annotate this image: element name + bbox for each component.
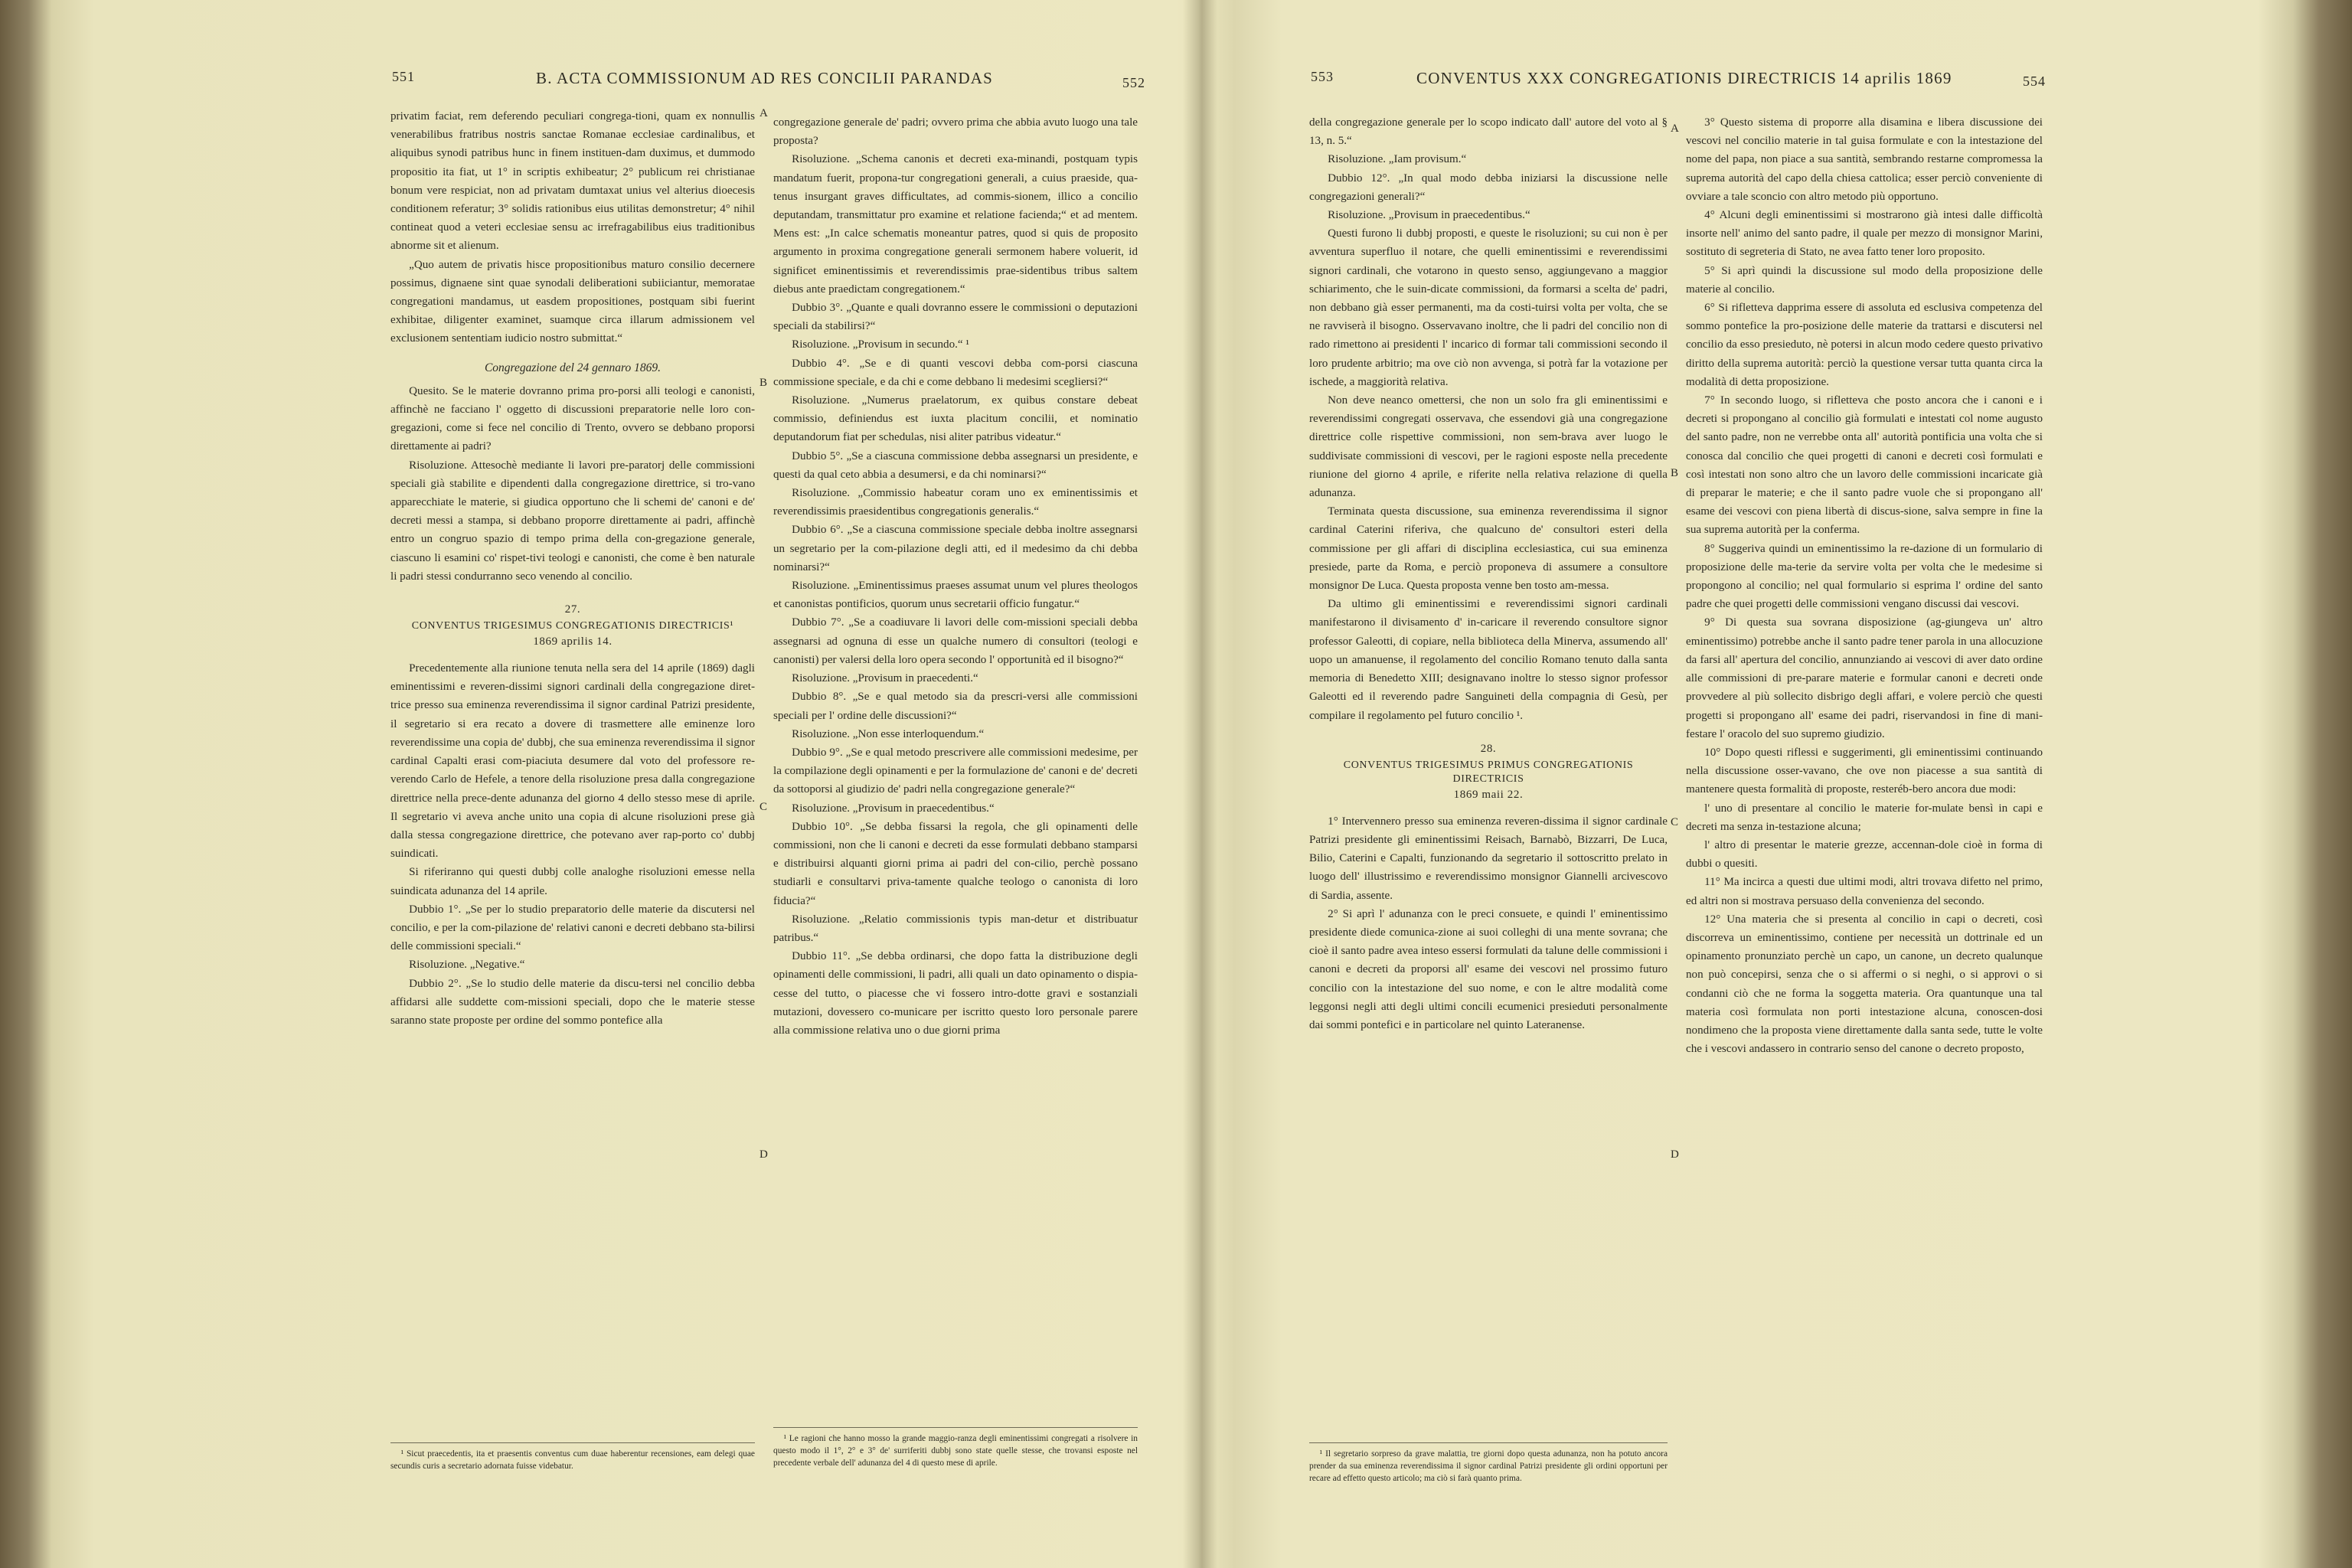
section-title: CONVENTUS TRIGESIMUS CONGREGATIONIS DIRECTRICIS¹ — [411, 620, 734, 632]
paragraph: 9° Di questa sua sovrana disposizione (ag-giungeva un' altro eminentissimo) potrebbe anche il santo padre tener parola in una allocuzione da farsi all' apertura del concilio, annunziando ai vescovi di aver dato ordine alle commissioni di pre-parare materie e formular canoni e decreti onde provvedere al più sollecito disbrigo degli affari, e volere perciò che questi progetti si propongano all' esame dei padri, riservandosi in fine di mani-festare l' oracolo del suo supremo giudizio. — [1686, 616, 2043, 740]
paragraph: Risoluzione. „Schema canonis et decreti exa-minandi, postquam typis mandatum fuerit, propona-tur congregationi generali, a cuius praeside, qua-tenus insurgant graves difficultates, ad commis-sionem, illico a concilio deputandam, transmittatur pro examine et relatione facienda;“ et ad mentem. Mens est: „In calce schematis moneantur patres, quod si quis de proposito argumento in proxima congregatione generali sermonem habere voluerit, id significet eminentissimis et reverendissimis prae-sidentibus tribus saltem diebus ante praedictam congregationem.“ — [773, 153, 1138, 296]
paragraph: l' uno di presentare al concilio le materie for-mulate bensì in capi e decreti ma senza in-testazione alcuna; — [1686, 802, 2043, 833]
margin-letter-d: D — [760, 1148, 768, 1161]
paragraph: Dubbio 12°. „In qual modo debba iniziarsi la discussione nelle congregazioni generali?“ — [1309, 172, 1668, 203]
paragraph: l' altro di presentar le materie grezze, accennan-dole cioè in forma di dubbi o quesiti. — [1686, 838, 2043, 871]
paragraph: Risoluzione. „Provisum in praecedentibus.“ — [792, 802, 995, 815]
margin-letter-c: C — [1671, 816, 1679, 828]
paragraph: 7° In secondo luogo, si rifletteva che posto ancora che i canoni e i decreti si propongano al concilio già formulati e intestati col nome augusto del santo padre, non ne verrebbe onta all' autorità pontificia una volta che si conosca dal concilio che quei progetti di canoni e decreti così formulati e così intestati non sono altro che un lavoro delle commissioni incaricate già di preparar le materie; e che il santo padre vuole che si propongano all' esame dei vescovi con piena libertà di discus-sione, salva sempre in fine la sua suprema autorità per la conferma. — [1686, 394, 2043, 537]
margin-letter-b: B — [760, 377, 768, 389]
footnote-left-col1 — [390, 1442, 755, 1472]
margin-letter-d: D — [1671, 1148, 1679, 1161]
left-page-header — [0, 63, 1183, 93]
paragraph: „Quo autem de privatis hisce propositionibus maturo consilio decernere possimus, dignaene sint quae synodali deliberationi subiiciantur, memoratae congregationi mandamus, ut easdem propositiones, postquam sibi fuerint exhibitae, diligenter examinet, suamque circa illarum admissionem vel exclusionem sententiam iudicio nostro submittat.“ — [390, 258, 755, 345]
paragraph: Dubbio 1°. „Se per lo studio preparatorio delle materie da discutersi nel concilio, e per la com-pilazione de' relativi canoni e decreti debbano sta-bilirsi delle commissioni speciali.“ — [390, 903, 755, 953]
margin-letter-a: A — [760, 107, 768, 119]
paragraph: Risoluzione. „Provisum in praecedenti.“ — [792, 672, 978, 685]
paragraph: Dubbio 10°. „Se debba fissarsi la regola, che gli opinamenti delle commissioni, non che li canoni e decreti da esse formulati debbano stamparsi e distribuirsi alquanti giorni prima ai padri del con-cilio, perchè possano studiarli e consultarvi priva-tamente qualche teologo o canonista di loro fiducia?“ — [773, 820, 1138, 907]
page-number-551: 551 — [392, 69, 415, 84]
paragraph: 1° Intervennero presso sua eminenza reveren-dissima il signor cardinale Patrizi presidente gli eminentissimi Reisach, Barnabò, Bizzarri, De Luca, Bilio, Caterini e Capalti, funzionando da segretario il sottoscritto prelato in luogo dell' illustrissimo e reverendissimo monsignor Giannelli arcivescovo di Sardia, assente. — [1309, 815, 1668, 902]
paragraph: 11° Ma incirca a questi due ultimi modi, altri trovava difetto nel primo, ed altri non si mostrava persuaso della convenienza del secondo. — [1686, 876, 2043, 907]
running-head-left: B. ACTA COMMISSIONUM AD RES CONCILII PARANDAS — [536, 69, 994, 87]
paragraph: Da ultimo gli eminentissimi e reverendissimi signori cardinali manifestarono il divisamento d' in-caricare il reverendo consultore signor professor Galeotti, di copiare, nella biblioteca della Minerva, assumendo all' uopo un amanuense, il regolamento del concilio Romano tenuto dalla santa memoria di Benedetto XIII; designavano inoltre lo stesso signor professor Galeotti ed il reverendo padre Sanguineti della compagnia di Gesù, per compilare il regolamento pel futuro concilio ¹. — [1309, 598, 1668, 722]
paragraph: 4° Alcuni degli eminentissimi si mostrarono già intesi dalle difficoltà insorte nell' animo del santo padre, il quale per mezzo di monsignor Marini, sostituto di segreteria di Stato, ne avea fatto tener loro proposito. — [1686, 209, 2043, 259]
book-gutter — [1183, 0, 1217, 1568]
paragraph: Questi furono li dubbj proposti, e queste le risoluzioni; su cui non è per avventura superfluo il notare, che quelli eminentissimi e reverendissimi signori cardinali, che votarono in questo senso, aggiungevano a maggior schiarimento, che le suin-dicate commissioni, da formarsi a scelta de' padri, non debbano già esser permanenti, ma da costi-tuirsi volta per volta, che se ne ravviserà il bisogno. Osservavano inoltre, che li padri del concilio non di rado rimettono ai presidenti l' incarico di formar tali commissioni secondo il loro prudente arbitrio; ma ove ciò non avvenga, si potrà far la votazione per ischede, a maggiorità relativa. — [1309, 227, 1668, 388]
section-number: 27. — [564, 603, 581, 616]
paragraph: Dubbio 2°. „Se lo studio delle materie da discu-tersi nel concilio debba affidarsi alle suddette com-missioni speciali, dopo che le materie stesse saranno state proposte per ordine del sommo pontefice alla — [390, 977, 755, 1027]
right-page-column-1 — [1309, 113, 1668, 1034]
paragraph: congregazione generale de' padri; ovvero prima che abbia avuto luogo una tale proposta? — [773, 116, 1138, 148]
paragraph: della congregazione generale per lo scopo indicato dall' autore del voto al § 13, n. 5.“ — [1309, 116, 1668, 148]
page-number-554: 554 — [2023, 74, 2046, 89]
footnote-text: ¹ Le ragioni che hanno mosso la grande maggio-ranza degli eminentissimi congregati a risolvere in questo modo il 1°, 2° e 3° de' surriferiti dubbj sono state quelle stesse, che trovansi esposte nel precedente verbale dell' adunanza del 4 di questo mese di aprile. — [773, 1434, 1138, 1468]
paragraph: Si riferiranno qui questi dubbj colle analoghe risoluzioni emesse nella suindicata adunanza del 14 aprile. — [390, 866, 755, 897]
paragraph: Dubbio 7°. „Se a coadiuvare li lavori delle com-missioni speciali debba assegnarsi ad ognuna di esse un qualche numero di consultori (teologi e canonisti) per valersi della loro opera secondo l' opportunità ed il bisogno?“ — [773, 616, 1138, 666]
paragraph: 10° Dopo questi riflessi e suggerimenti, gli eminentissimi continuando nella discussione osser-vavano, che ove non piacesse a sua santità di mantenere questa formalità di proposte, resteréb-bero ancora due modi: — [1686, 746, 2043, 796]
paragraph: Dubbio 5°. „Se a ciascuna commissione debba assegnarsi un presidente, e questi da qual ceto abbia a desumersi, e da chi nominarsi?“ — [773, 449, 1138, 481]
right-page — [1217, 0, 2352, 1568]
paragraph: Risoluzione. „Relatio commissionis typis man-detur et distribuatur patribus.“ — [773, 913, 1138, 944]
paragraph: Terminata questa discussione, sua eminenza reverendissima il signor cardinal Caterini riferiva, che qualcuno de' consultori esteri della commissione per gli affari di disciplina ecclesiastica, cui sua eminenza presiede, parte da Roma, e perciò proponeva di assumere a consultore monsignor De Luca. Questa proposta venne ben tosto am-messa. — [1309, 505, 1668, 593]
paragraph: Risoluzione. Attesochè mediante li lavori pre-paratorj delle commissioni speciali già stabilite e dipendenti dalla congregazione direttrice, si tro-vano apparecchiate le materie, si giudica opportuno che li schemi de' canoni e de' decreti messi a stampa, si debbano proporre direttamente ai padri, affinchè entro un congruo spazio di tempo prima della con-gregazione generale, ciascuno li esamini co' rispet-tivi teologi e canonisti, che come è ben naturale li padri stessi condurranno seco venendo al concilio. — [390, 459, 755, 583]
section-heading: Congregazione del 24 gennaro 1869. — [484, 361, 662, 374]
paragraph: Risoluzione. „Commissio habeatur coram uno ex eminentissimis et reverendissimis praesidentibus congregationis generalis.“ — [773, 487, 1138, 518]
footnote-right-col1 — [1309, 1442, 1668, 1485]
paragraph: Risoluzione. „Provisum in secundo.“ ¹ — [792, 338, 969, 351]
paragraph: Risoluzione. „Eminentissimus praeses assumat unum vel plures theologos et canonistas pontificios, quorum unus secretarii officio fungatur.“ — [773, 580, 1138, 611]
paragraph: Risoluzione. „Negative.“ — [409, 959, 525, 972]
paragraph: Quesito. Se le materie dovranno prima pro-porsi alli teologi e canonisti, affinchè ne facciano l' oggetto di discussioni preparatorie nelle loro con-gregazioni, come si fece nel concilio di Trento, ovvero se debbano proporsi direttamente ai padri? — [390, 384, 755, 453]
footnote-left-col2 — [773, 1427, 1138, 1469]
paragraph: Dubbio 11°. „Se debba ordinarsi, che dopo fatta la distribuzione degli opinamenti delle commissioni, li padri, alli quali un dato opinamento o dispia-cesse del tutto, o piacesse che vi fossero intro-dotte gravi e sostanziali mutazioni, dovessero co-municare per iscritto questo loro personale parere alla commissione relativa uno o due giorni prima — [773, 950, 1138, 1037]
footnote-text: ¹ Sicut praecedentis, ita et praesentis conventus cum duae haberentur recensiones, eam delegi quae secundis curis a secretario adornata fuisse videbatur. — [390, 1449, 755, 1471]
section-title: CONVENTUS TRIGESIMUS PRIMUS CONGREGATIONIS DIRECTRICIS — [1343, 759, 1634, 785]
left-page-column-2 — [773, 113, 1138, 1040]
page-number-552: 552 — [1122, 75, 1145, 90]
paragraph: 8° Suggeriva quindi un eminentissimo la re-dazione di un formulario di proposizione delle ma-terie da servire volta per volta che le medesime si propongono al concilio; nel qual formulario si esprima l' ordine del santo padre che quei progetti delle commissioni vengano discussi dai vescovi. — [1686, 542, 2043, 611]
paragraph: 2° Si aprì l' adunanza con le preci consuete, e quindi l' eminentissimo presidente diede comunica-zione ai suoi colleghi di una mente sovrana; che cioè il santo padre avea inteso essersi formulati da talune delle commissioni i canoni e decreti da proporsi all' esame dei vescovi nel prossimo futuro concilio con la intestazione del suo nome, e con le altre modalità come leggonsi negli atti degli ultimi concili ecumenici presieduti personalmente dai sommi pontefici e in particolare nel quinto Lateranense. — [1309, 907, 1668, 1031]
section-27-heading — [390, 603, 755, 648]
section-date: 1869 maii 22. — [1453, 788, 1524, 801]
footnote-text: ¹ Il segretario sorpreso da grave malattia, tre giorni dopo questa adunanza, non ha potuto ancora prender da sua eminenza reverendissima il signor cardinal Patrizi presidente gli ordini opportuni per recare ad effetto questo articolo; ma ciò si farà quanto prima. — [1309, 1449, 1668, 1483]
paragraph: 3° Questo sistema di proporre alla disamina e libera discussione dei vescovi nel concilio materie in tal guisa formulate e con la intestazione del nome del papa, non piace a sua santità, sembrando restarne compromessa la suprema autorità del capo della chiesa cattolica; esser perciò conveniente di ovviare a tale sconcio con altro metodo più opportuno. — [1686, 116, 2043, 203]
paragraph: Non deve neanco omettersi, che non un solo fra gli eminentissimi e reverendissimi congregati osservava, che essendovi già una congregazione direttrice colle rispettive commissioni, non sem-brava aver luogo le suddivisate commissioni di vescovi, per le ragioni esposte nella precedente riunione del giorno 4 aprile, e riferite nella relativa relazione di quella adunanza. — [1309, 394, 1668, 500]
margin-letter-c: C — [760, 801, 768, 813]
section-number: 28. — [1480, 742, 1497, 755]
paragraph: 5° Si aprì quindi la discussione sul modo della proposizione delle materie al concilio. — [1686, 264, 2043, 296]
section-28-heading — [1309, 742, 1668, 802]
paragraph: Dubbio 3°. „Quante e quali dovranno essere le commissioni o deputazioni speciali da stabilirsi?“ — [773, 302, 1138, 333]
paragraph: Dubbio 4°. „Se e di quanti vescovi debba com-porsi ciascuna commissione speciale, e da chi e come debbano li medesimi scegliersi?“ — [773, 357, 1138, 388]
right-page-column-2 — [1686, 113, 2043, 1058]
running-head-right: CONVENTUS XXX CONGREGATIONIS DIRECTRICIS 14 aprilis 1869 — [1416, 69, 1952, 87]
paragraph: privatim faciat, rem deferendo peculiari congrega-tioni, quam ex nonnullis venerabilibus fratribus nostris sanctae Romanae ecclesiae cardinalibus, et aliquibus synodi patribus hunc in finem instituen-dam duximus, et dummodo propositio ita fiat, ut 1° in scriptis exhibeatur; 2° publicum rei christianae bonum vere respiciat, non ad privatam dumtaxat unius vel alterius dioecesis conditionem referatur; 3° solidis rationibus eius utilitas demonstretur; 4° nihil contineat quod a veteri ecclesiae sensu ac irrefragabilibus eius traditionibus abnorme sit et alienum. — [390, 110, 755, 253]
paragraph: 12° Una materia che si presenta al concilio in capi o decreti, così discorreva un eminentissimo, contiene per necessità un dottrinale ed un opinamento pronunziato perchè un capo, un canone, un decreto qualunque non può concepirsi, senza che o si affermi o si neghi, o si approvi o si condanni ciò che ne forma la soggetta materia. Ora quantunque una tal materia così formulata non porti intestazione alcuna, conoscen-dosi nondimeno che la proposta viene direttamente dalla santa sede, tutte le volte che i vescovi andassero in contrario senso del canone o decreto proposto, — [1686, 913, 2043, 1056]
paragraph: Precedentemente alla riunione tenuta nella sera del 14 aprile (1869) dagli eminentissimi e reveren-dissimi signori cardinali della congregazione diret-trice presso sua eminenza reverendissima il signor cardinal Patrizi presidente, il segretario si era recato a dovere di trasmettere alle eminenze loro reverendissime una copia de' dubbj, che sua eminenza reverendissima il signor cardinal Capalti erasi com-piaciuta desumere dal voto del professore re-verendo Carlo de Hefele, a tenore della risoluzione presa dalla congregazione direttrice nella prece-dente adunanza del giorno 4 dello stesso mese di aprile. Il segretario vi aveva anche unito una copia di alcune risoluzioni prese già dalla stessa congregazione direttrice, che potevano aver rap-porto co' dubbj suindicati. — [390, 662, 755, 861]
section-date: 1869 aprilis 14. — [533, 635, 612, 648]
margin-letter-a: A — [1671, 122, 1679, 135]
paragraph: Dubbio 8°. „Se e qual metodo sia da prescri-versi alle commissioni speciali per l' ordine delle discussioni?“ — [773, 691, 1138, 722]
paragraph: 6° Si riflettevа dapprima essere di assoluta ed esclusiva competenza del sommo pontefice la pro-posizione delle materie da trattarsi e discutersi nel concilio da esso presieduto, nè potersi in alcun modo cedere questo privativo diritto della suprema autorità: perciò la questione versar tutta quanta circa la modalità di detta proposizione. — [1686, 302, 2043, 388]
paragraph: Risoluzione. „Provisum in praecedentibus.“ — [1328, 209, 1530, 222]
paragraph: Risoluzione. „Numerus praelatorum, ex quibus constare debeat commissio, definiendus est iuxta placitum concilii, et nominatio deputandorum fiat per schedulas, nisi aliter patribus videatur.“ — [773, 394, 1138, 444]
paragraph: Dubbio 6°. „Se a ciascuna commissione speciale debba inoltre assegnarsi un segretario per la com-pilazione degli atti, ed il medesimo da chi debba nominarsi?“ — [773, 524, 1138, 573]
margin-letter-b: B — [1671, 467, 1679, 479]
paragraph: Dubbio 9°. „Se e qual metodo prescrivere alle commissioni medesime, per la compilazione degli opinamenti e per la formulazione de' canoni e de' decreti da sottoporsi al giudizio de' padri nella congregazione generale?“ — [773, 746, 1138, 796]
left-page-column-1 — [390, 107, 755, 1030]
page-number-553: 553 — [1311, 69, 1334, 84]
paragraph: Risoluzione. „Iam provisum.“ — [1328, 153, 1467, 166]
paragraph: Risoluzione. „Non esse interloquendum.“ — [792, 727, 985, 740]
right-page-header — [1217, 63, 2352, 93]
